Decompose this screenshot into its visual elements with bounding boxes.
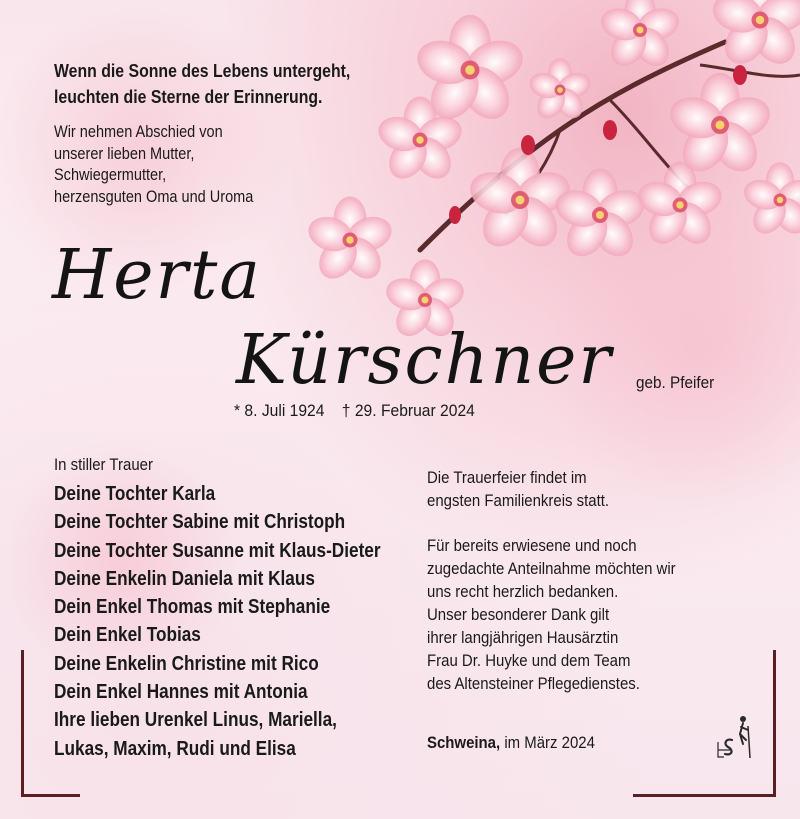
mourners-section (54, 454, 474, 763)
frame-corner-left (21, 650, 80, 797)
mourner-line: Deine Tochter Susanne mit Klaus-Dieter (54, 539, 381, 562)
quote-line-2: leuchten die Sterne der Erinnerung. (54, 87, 323, 107)
mourner-line: Deine Tochter Sabine mit Christoph (54, 511, 346, 534)
mourner-line: Dein Enkel Thomas mit Stephanie (54, 596, 331, 619)
mourner-line: Ihre lieben Urenkel Linus, Mariella, (54, 709, 337, 732)
thanks-line: zugedachte Anteilnahme möchten wir (427, 559, 676, 578)
date: im März 2024 (500, 733, 595, 752)
mourner-line: Dein Enkel Hannes mit Antonia (54, 681, 308, 704)
farewell-line: Wir nehmen Abschied von (54, 123, 223, 141)
maiden-name: geb. Pfeifer (636, 373, 715, 392)
deceased-first-name: Herta (52, 236, 262, 315)
thanks-line: ihrer langjährigen Hausärztin (427, 628, 619, 647)
thanks-line: Unser besonderer Dank gilt (427, 605, 610, 624)
farewell-line: Schwiegermutter, (54, 166, 167, 184)
mourner-line: Deine Enkelin Christine mit Rico (54, 652, 319, 675)
funeral-note (427, 466, 761, 512)
hiker-s-logo-icon (710, 714, 756, 760)
farewell-text (54, 122, 371, 208)
farewell-line: unserer lieben Mutter, (54, 144, 195, 163)
funeral-line: Die Trauerfeier findet im (427, 468, 587, 487)
mourner-line: Deine Enkelin Daniela mit Klaus (54, 567, 315, 590)
farewell-line: herzensguten Oma und Uroma (54, 187, 254, 206)
place: Schweina, (427, 733, 501, 752)
thanks-line: Für bereits erwiesene und noch (427, 536, 637, 555)
mourner-line: Dein Enkel Tobias (54, 624, 201, 647)
life-dates: * 8. Juli 1924 † 29. Februar 2024 (234, 401, 475, 420)
mourners-heading: In stiller Trauer (54, 455, 153, 474)
mourner-line: Deine Tochter Karla (54, 483, 216, 505)
thanks-line: Frau Dr. Huyke und dem Team (427, 651, 631, 670)
thanks-line: uns recht herzlich bedanken. (427, 582, 619, 601)
funeral-line: engsten Familienkreis statt. (427, 491, 610, 510)
place-and-date (427, 733, 595, 753)
thanks-line: des Altensteiner Pflegedienstes. (427, 674, 640, 693)
mourner-line: Lukas, Maxim, Rudi und Elisa (54, 737, 296, 760)
mourners-list (54, 480, 415, 763)
deceased-last-name: Kürschner (236, 321, 613, 400)
quote-line-1: Wenn die Sonne des Lebens untergeht, (54, 61, 351, 81)
intro-quote (54, 58, 432, 110)
